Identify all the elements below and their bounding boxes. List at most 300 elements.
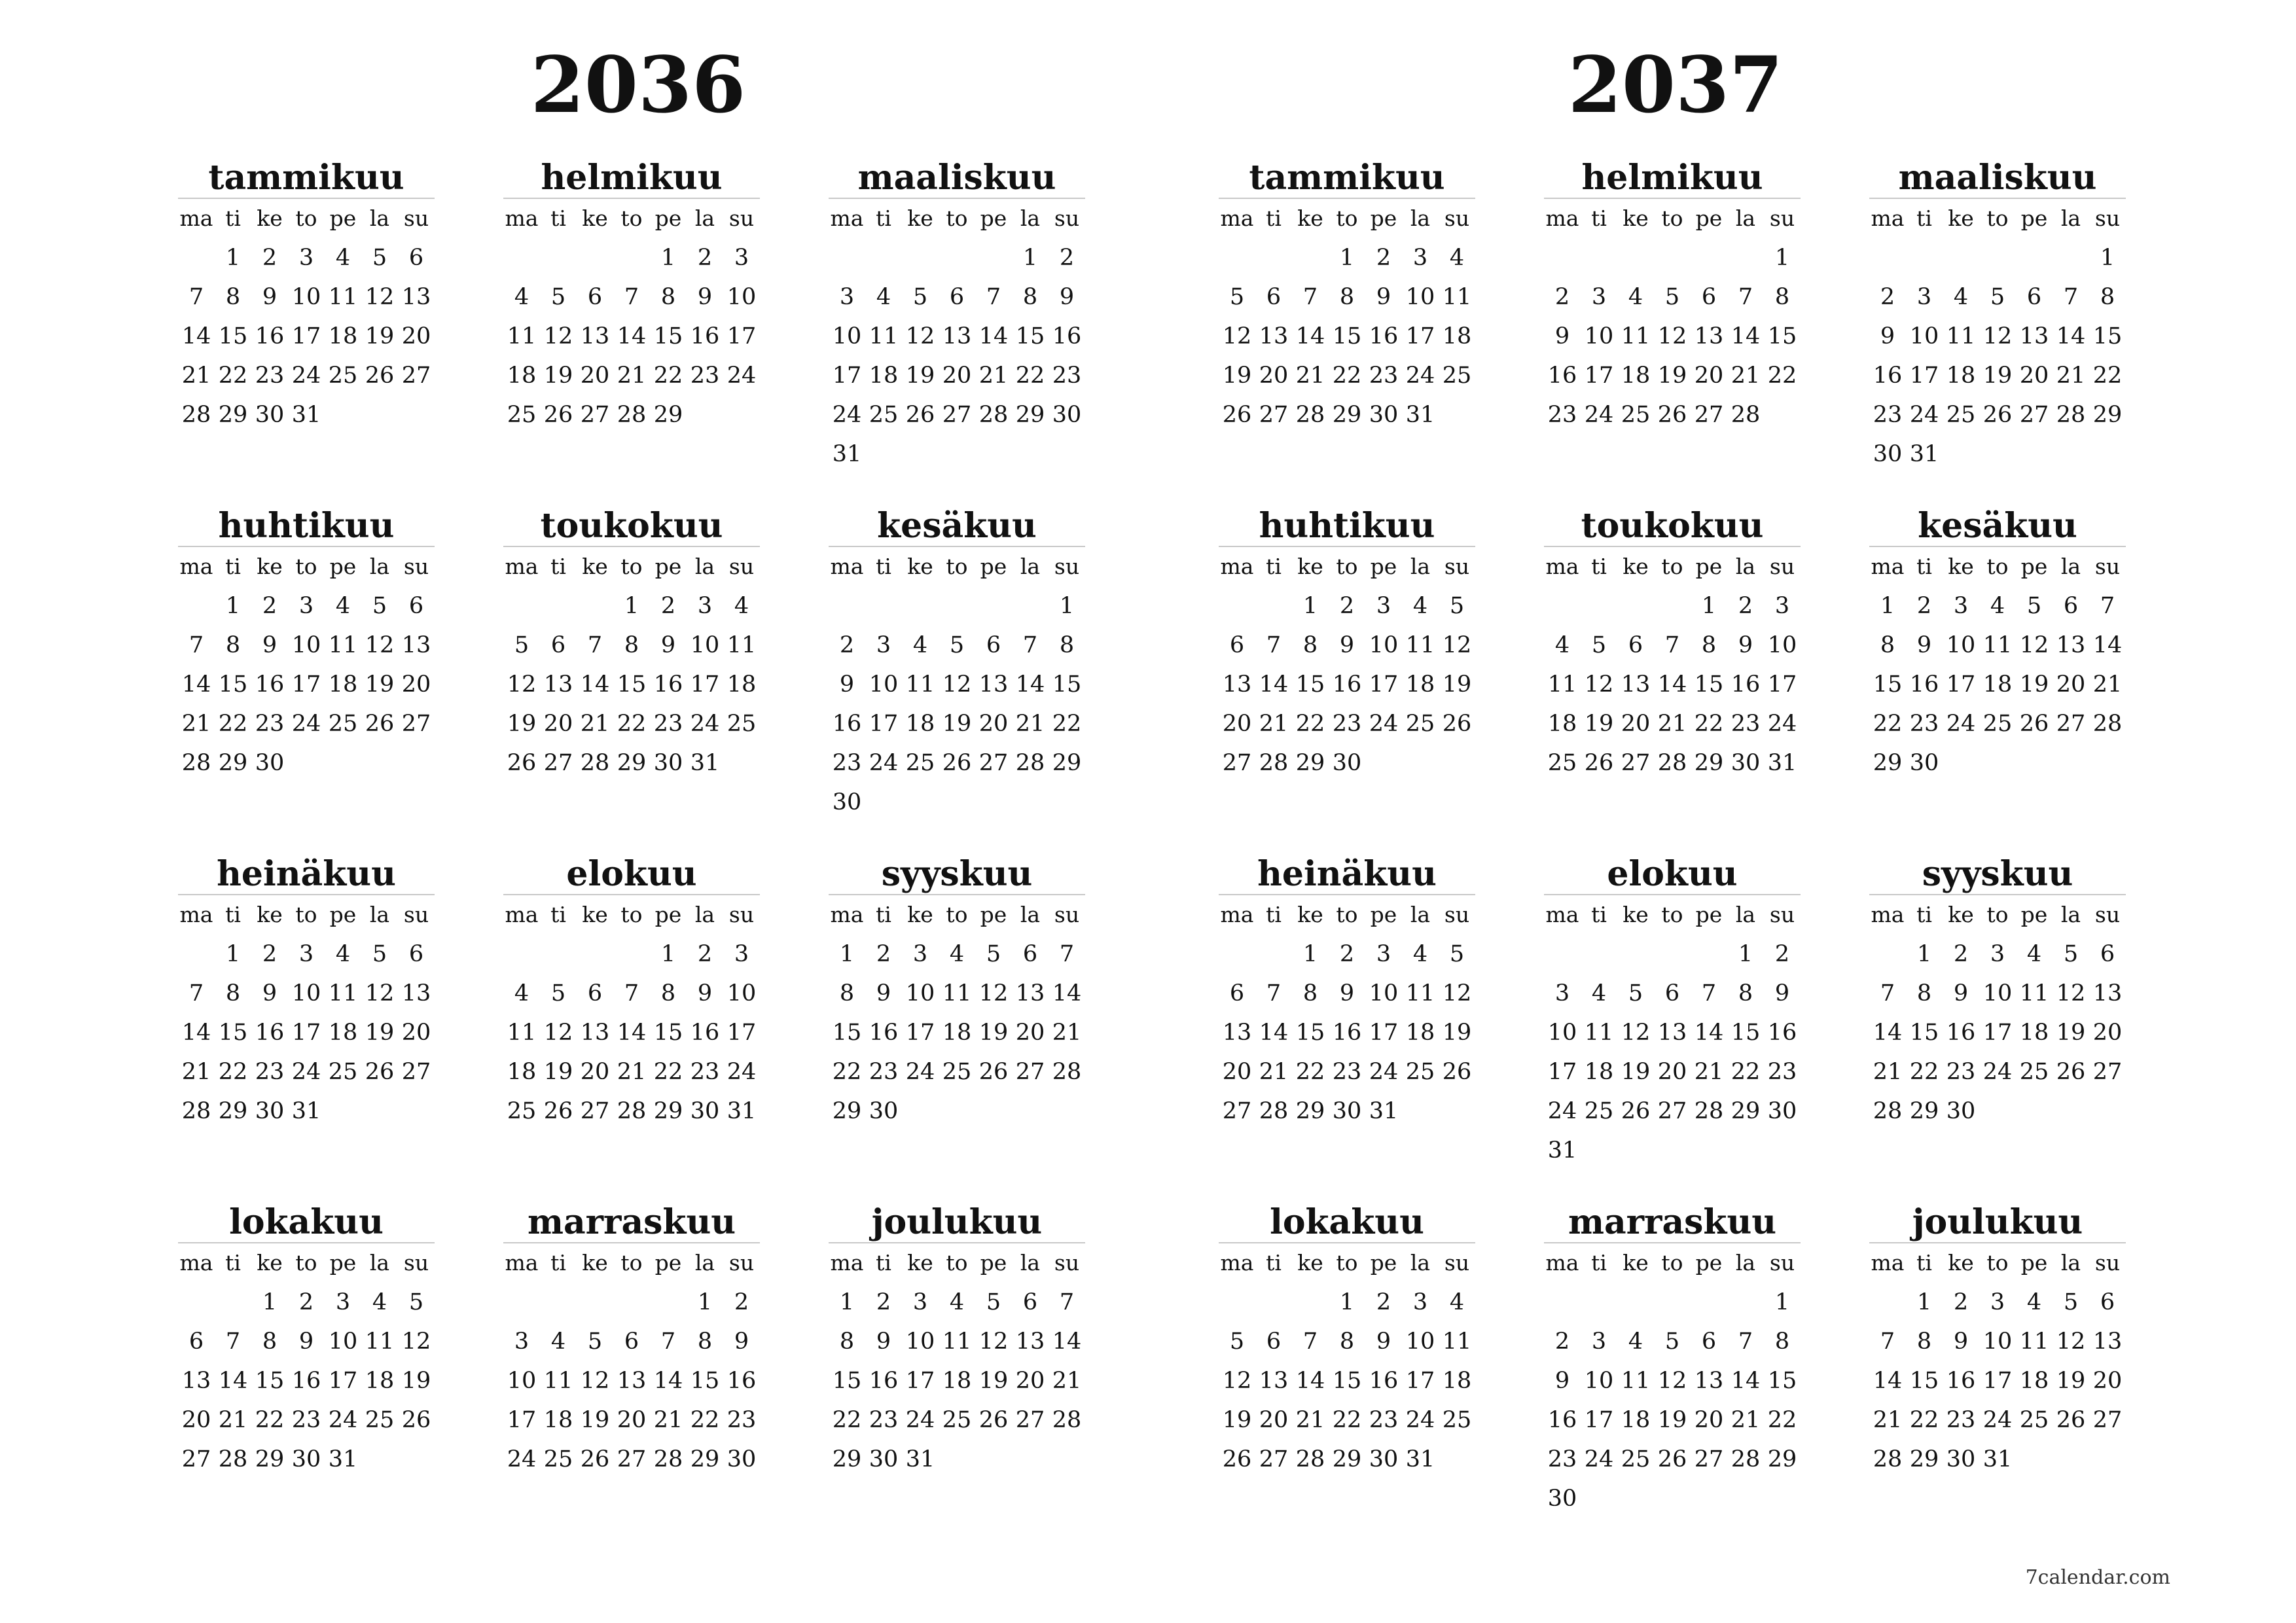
day-cell: 15: [1332, 1368, 1362, 1394]
day-cell: 30: [1946, 1098, 1976, 1124]
weekday-header: pe: [1695, 902, 1723, 927]
day-cell: 1: [1774, 245, 1790, 271]
month-block: [178, 855, 435, 1131]
day-cell: 2: [1554, 1329, 1570, 1355]
day-cell: 17: [690, 671, 720, 698]
day-cell: 21: [1731, 1407, 1761, 1433]
day-cell: 26: [543, 402, 573, 428]
day-cell: 15: [1909, 1020, 1939, 1046]
day-cell: 16: [1332, 1020, 1362, 1046]
empty-cell: [975, 238, 1012, 277]
day-cell: 22: [218, 1059, 248, 1085]
day-cell: 20: [1222, 1059, 1252, 1085]
day-cell: 4: [335, 941, 351, 967]
month-block: [1869, 855, 2126, 1131]
weekday-header: to: [946, 1250, 968, 1275]
day-cell: 19: [905, 363, 935, 389]
day-cell: 16: [1731, 671, 1761, 698]
day-cell: 7: [1059, 941, 1075, 967]
day-cell: 24: [1405, 363, 1435, 389]
day-cell: 25: [1405, 711, 1435, 737]
day-cell: 21: [580, 711, 610, 737]
day-cell: 17: [832, 363, 862, 389]
weekday-header: su: [1769, 1250, 1795, 1275]
weekday-header: pe: [655, 554, 682, 579]
month-block: [1219, 855, 1475, 1131]
day-cell: 10: [832, 323, 862, 349]
empty-cell: [1255, 1283, 1292, 1322]
day-cell: 30: [1909, 750, 1939, 776]
day-cell: 16: [653, 671, 683, 698]
empty-cell: [1617, 586, 1654, 626]
day-cell: 16: [1946, 1368, 1976, 1394]
day-cell: 31: [832, 441, 862, 467]
weekday-header: su: [403, 205, 429, 231]
day-cell: 29: [218, 750, 248, 776]
day-cell: 30: [726, 1446, 757, 1472]
weekday-header: to: [1336, 1250, 1358, 1275]
day-cell: 19: [543, 363, 573, 389]
day-cell: 7: [1701, 980, 1717, 1007]
day-cell: 5: [1591, 632, 1607, 658]
weekday-header: ke: [582, 554, 608, 579]
day-cell: 12: [1442, 980, 1472, 1007]
day-cell: 6: [550, 632, 566, 658]
weekday-header: ti: [1916, 205, 1932, 231]
empty-cell: [215, 1283, 251, 1322]
day-cell: 17: [726, 1020, 757, 1046]
weekday-header: la: [1410, 205, 1431, 231]
day-cell: 16: [1909, 671, 1939, 698]
month-name: huhtikuu: [1219, 507, 1475, 547]
day-cell: 1: [1339, 245, 1355, 271]
year-title: 2036: [530, 39, 746, 130]
day-cell: 27: [1657, 1098, 1687, 1124]
day-cell: 30: [1873, 441, 1903, 467]
day-cell: 13: [401, 632, 431, 658]
day-cell: 23: [1369, 1407, 1399, 1433]
day-cell: 13: [617, 1368, 647, 1394]
weekday-header: to: [295, 554, 317, 579]
day-cell: 14: [1259, 1020, 1289, 1046]
day-cell: 16: [1369, 323, 1399, 349]
day-cell: 23: [690, 363, 720, 389]
day-cell: 4: [550, 1329, 566, 1355]
day-cell: 8: [1880, 632, 1895, 658]
weekday-header: ti: [1266, 205, 1282, 231]
day-cell: 26: [1982, 402, 2013, 428]
day-cell: 6: [2026, 284, 2042, 310]
month-name: kesäkuu: [829, 507, 1085, 547]
day-cell: 16: [1767, 1020, 1797, 1046]
day-cell: 12: [978, 1329, 1009, 1355]
day-cell: 4: [949, 1289, 965, 1315]
day-cell: 21: [1052, 1020, 1082, 1046]
day-cell: 31: [905, 1446, 935, 1472]
weekday-header: su: [728, 902, 755, 927]
day-cell: 19: [580, 1407, 610, 1433]
day-cell: 26: [978, 1407, 1009, 1433]
empty-cell: [1255, 586, 1292, 626]
day-cell: 8: [839, 1329, 855, 1355]
day-cell: 5: [372, 941, 387, 967]
day-cell: 15: [1767, 1368, 1797, 1394]
day-cell: 4: [1953, 284, 1969, 310]
day-cell: 6: [587, 980, 603, 1007]
weekday-header: ma: [830, 205, 864, 231]
day-cell: 28: [978, 402, 1009, 428]
month-block: [503, 158, 760, 435]
day-cell: 6: [1701, 1329, 1717, 1355]
day-cell: 14: [617, 1020, 647, 1046]
weekday-header: ti: [1266, 554, 1282, 579]
weekday-header: to: [1336, 205, 1358, 231]
day-cell: 15: [832, 1020, 862, 1046]
day-cell: 18: [543, 1407, 573, 1433]
day-cell: 20: [401, 671, 431, 698]
weekday-header: su: [1769, 205, 1795, 231]
weekday-header: ke: [1948, 902, 1974, 927]
empty-cell: [1869, 238, 1906, 277]
weekday-header: ti: [225, 205, 241, 231]
day-cell: 6: [1266, 284, 1282, 310]
empty-cell: [1544, 1283, 1581, 1322]
weekday-header: to: [1986, 554, 2009, 579]
day-cell: 26: [1621, 1098, 1651, 1124]
day-cell: 30: [255, 402, 285, 428]
day-cell: 18: [365, 1368, 395, 1394]
day-cell: 16: [1052, 323, 1082, 349]
month-name: marraskuu: [1544, 1203, 1801, 1243]
day-cell: 7: [1880, 980, 1895, 1007]
day-cell: 27: [1222, 1098, 1252, 1124]
day-cell: 30: [1547, 1486, 1577, 1512]
day-cell: 2: [1059, 245, 1075, 271]
empty-cell: [1544, 238, 1581, 277]
day-cell: 11: [328, 284, 358, 310]
month-block: [1219, 507, 1475, 783]
day-cell: 24: [1584, 1446, 1614, 1472]
empty-cell: [577, 1283, 613, 1322]
weekday-header: to: [1661, 902, 1683, 927]
day-cell: 10: [726, 980, 757, 1007]
day-grid: [1869, 547, 2126, 783]
day-grid: [1219, 547, 1475, 783]
day-cell: 5: [1664, 1329, 1680, 1355]
day-cell: 19: [1621, 1059, 1651, 1085]
weekday-header: ma: [1871, 1250, 1905, 1275]
month-block: [1544, 158, 1801, 435]
day-cell: 20: [580, 363, 610, 389]
day-cell: 1: [697, 1289, 713, 1315]
day-cell: 9: [1059, 284, 1075, 310]
day-cell: 8: [1916, 1329, 1932, 1355]
day-cell: 25: [328, 363, 358, 389]
weekday-header: su: [1054, 554, 1080, 579]
day-cell: 14: [1657, 671, 1687, 698]
day-cell: 14: [978, 323, 1009, 349]
day-cell: 13: [1222, 1020, 1252, 1046]
weekday-header: su: [2094, 902, 2121, 927]
weekday-header: la: [694, 554, 715, 579]
day-cell: 8: [660, 980, 676, 1007]
day-cell: 18: [1946, 363, 1976, 389]
day-cell: 21: [1052, 1368, 1082, 1394]
day-cell: 4: [1412, 593, 1428, 619]
day-cell: 22: [690, 1407, 720, 1433]
day-cell: 27: [2019, 402, 2049, 428]
weekday-header: to: [946, 554, 968, 579]
day-cell: 24: [726, 1059, 757, 1085]
day-cell: 3: [1990, 1289, 2005, 1315]
day-grid: [1869, 1243, 2126, 1479]
day-cell: 17: [1767, 671, 1797, 698]
day-cell: 10: [869, 671, 899, 698]
weekday-header: ke: [582, 902, 608, 927]
month-name: helmikuu: [1544, 158, 1801, 199]
day-cell: 2: [1880, 284, 1895, 310]
day-cell: 24: [1584, 402, 1614, 428]
day-grid: [503, 895, 760, 1131]
weekday-header: la: [1020, 902, 1041, 927]
day-cell: 14: [181, 323, 211, 349]
empty-cell: [1581, 586, 1617, 626]
weekday-header: su: [1769, 902, 1795, 927]
day-cell: 4: [1628, 284, 1643, 310]
day-cell: 14: [1015, 671, 1045, 698]
day-cell: 21: [181, 711, 211, 737]
day-cell: 17: [291, 671, 321, 698]
weekday-header: su: [1769, 554, 1795, 579]
day-cell: 24: [328, 1407, 358, 1433]
day-cell: 6: [1022, 1289, 1038, 1315]
day-cell: 11: [1442, 1329, 1472, 1355]
day-cell: 19: [1442, 1020, 1472, 1046]
day-cell: 9: [1376, 284, 1391, 310]
day-cell: 22: [1873, 711, 1903, 737]
day-cell: 27: [942, 402, 972, 428]
day-cell: 30: [1332, 750, 1362, 776]
day-cell: 12: [365, 632, 395, 658]
day-cell: 10: [507, 1368, 537, 1394]
day-cell: 24: [1369, 711, 1399, 737]
weekday-header: ti: [876, 1250, 891, 1275]
day-grid: [503, 199, 760, 435]
day-cell: 2: [1916, 593, 1932, 619]
empty-cell: [975, 586, 1012, 626]
weekday-header: su: [403, 902, 429, 927]
day-grid: [1544, 1243, 1801, 1518]
day-cell: 20: [2092, 1020, 2123, 1046]
day-cell: 1: [839, 941, 855, 967]
weekday-header: to: [1661, 1250, 1683, 1275]
day-cell: 7: [624, 980, 639, 1007]
day-cell: 22: [1694, 711, 1724, 737]
weekday-header: su: [403, 554, 429, 579]
day-cell: 1: [1916, 1289, 1932, 1315]
day-cell: 8: [1302, 980, 1318, 1007]
empty-cell: [613, 238, 650, 277]
day-cell: 1: [1774, 1289, 1790, 1315]
month-name: lokakuu: [1219, 1203, 1475, 1243]
month-block: [1869, 507, 2126, 783]
day-cell: 12: [365, 284, 395, 310]
month-block: [178, 507, 435, 783]
weekday-header: pe: [1370, 554, 1397, 579]
weekday-header: ke: [1948, 1250, 1974, 1275]
day-grid: [1219, 1243, 1475, 1479]
day-cell: 21: [617, 363, 647, 389]
day-cell: 28: [1259, 1098, 1289, 1124]
empty-cell: [2053, 238, 2089, 277]
day-cell: 21: [1295, 1407, 1325, 1433]
day-cell: 9: [1376, 1329, 1391, 1355]
day-cell: 12: [543, 323, 573, 349]
day-cell: 11: [328, 632, 358, 658]
day-cell: 25: [942, 1407, 972, 1433]
month-name: heinäkuu: [178, 855, 435, 895]
weekday-header: ke: [582, 205, 608, 231]
day-cell: 28: [181, 402, 211, 428]
day-cell: 27: [1015, 1407, 1045, 1433]
day-cell: 13: [1694, 1368, 1724, 1394]
weekday-header: su: [1444, 902, 1470, 927]
day-grid: [178, 199, 435, 435]
month-block: [1544, 1203, 1801, 1518]
day-cell: 22: [1909, 1407, 1939, 1433]
day-cell: 8: [225, 284, 241, 310]
weekday-header: ti: [550, 554, 566, 579]
day-cell: 31: [1547, 1137, 1577, 1164]
day-cell: 2: [262, 593, 278, 619]
day-cell: 13: [543, 671, 573, 698]
day-cell: 22: [255, 1407, 285, 1433]
day-cell: 22: [2092, 363, 2123, 389]
day-cell: 13: [1259, 1368, 1289, 1394]
day-cell: 18: [328, 1020, 358, 1046]
weekday-header: pe: [1695, 205, 1723, 231]
day-cell: 18: [1982, 671, 2013, 698]
day-cell: 15: [653, 1020, 683, 1046]
weekday-header: la: [2060, 902, 2081, 927]
day-cell: 5: [372, 593, 387, 619]
day-cell: 3: [697, 593, 713, 619]
weekday-header: ke: [257, 902, 283, 927]
day-cell: 18: [1442, 323, 1472, 349]
day-cell: 31: [291, 402, 321, 428]
day-cell: 23: [1332, 1059, 1362, 1085]
day-cell: 17: [328, 1368, 358, 1394]
day-cell: 27: [580, 1098, 610, 1124]
empty-cell: [1544, 586, 1581, 626]
weekday-header: ma: [179, 554, 213, 579]
day-cell: 6: [1229, 632, 1245, 658]
day-cell: 13: [181, 1368, 211, 1394]
day-cell: 12: [1442, 632, 1472, 658]
empty-cell: [178, 1283, 215, 1322]
month-block: [829, 1203, 1085, 1479]
day-grid: [829, 199, 1085, 474]
weekday-header: ti: [1916, 902, 1932, 927]
empty-cell: [540, 935, 577, 974]
day-cell: 14: [218, 1368, 248, 1394]
day-cell: 15: [1873, 671, 1903, 698]
day-cell: 14: [1694, 1020, 1724, 1046]
day-cell: 17: [1405, 1368, 1435, 1394]
day-cell: 12: [1222, 1368, 1252, 1394]
weekday-header: ma: [1545, 1250, 1579, 1275]
day-cell: 27: [580, 402, 610, 428]
empty-cell: [1544, 935, 1581, 974]
day-cell: 29: [1295, 750, 1325, 776]
day-cell: 3: [1412, 245, 1428, 271]
day-cell: 24: [507, 1446, 537, 1472]
day-cell: 27: [1259, 1446, 1289, 1472]
day-cell: 4: [514, 284, 529, 310]
weekday-header: to: [1986, 902, 2009, 927]
day-cell: 3: [734, 941, 749, 967]
weekday-header: ti: [1266, 1250, 1282, 1275]
day-cell: 9: [734, 1329, 749, 1355]
day-cell: 6: [1628, 632, 1643, 658]
month-name: joulukuu: [829, 1203, 1085, 1243]
day-cell: 12: [1657, 1368, 1687, 1394]
month-block: [1219, 158, 1475, 435]
day-cell: 5: [587, 1329, 603, 1355]
day-cell: 5: [949, 632, 965, 658]
day-cell: 1: [839, 1289, 855, 1315]
weekday-header: la: [369, 205, 390, 231]
day-cell: 24: [1369, 1059, 1399, 1085]
day-cell: 23: [1547, 402, 1577, 428]
weekday-header: la: [1020, 1250, 1041, 1275]
day-cell: 23: [255, 1059, 285, 1085]
day-cell: 6: [188, 1329, 204, 1355]
day-cell: 24: [1767, 711, 1797, 737]
day-cell: 13: [1222, 671, 1252, 698]
weekday-header: pe: [980, 554, 1007, 579]
day-cell: 25: [942, 1059, 972, 1085]
day-cell: 19: [2056, 1020, 2086, 1046]
day-cell: 28: [1694, 1098, 1724, 1124]
day-cell: 7: [1022, 632, 1038, 658]
day-cell: 22: [1767, 1407, 1797, 1433]
weekday-header: pe: [655, 1250, 682, 1275]
day-cell: 20: [1657, 1059, 1687, 1085]
day-cell: 5: [1449, 593, 1465, 619]
day-cell: 4: [514, 980, 529, 1007]
day-cell: 29: [617, 750, 647, 776]
day-cell: 23: [653, 711, 683, 737]
weekday-header: ke: [1297, 1250, 1323, 1275]
day-cell: 2: [1554, 284, 1570, 310]
day-cell: 6: [408, 941, 424, 967]
day-cell: 27: [1694, 402, 1724, 428]
day-cell: 30: [869, 1098, 899, 1124]
day-cell: 25: [2019, 1407, 2049, 1433]
day-cell: 22: [832, 1059, 862, 1085]
day-cell: 19: [1657, 1407, 1687, 1433]
day-cell: 15: [690, 1368, 720, 1394]
day-cell: 8: [2100, 284, 2115, 310]
empty-cell: [503, 935, 540, 974]
weekday-header: la: [369, 902, 390, 927]
day-cell: 9: [262, 284, 278, 310]
day-cell: 22: [1295, 711, 1325, 737]
day-cell: 21: [1259, 711, 1289, 737]
day-cell: 23: [255, 363, 285, 389]
day-cell: 30: [1332, 1098, 1362, 1124]
